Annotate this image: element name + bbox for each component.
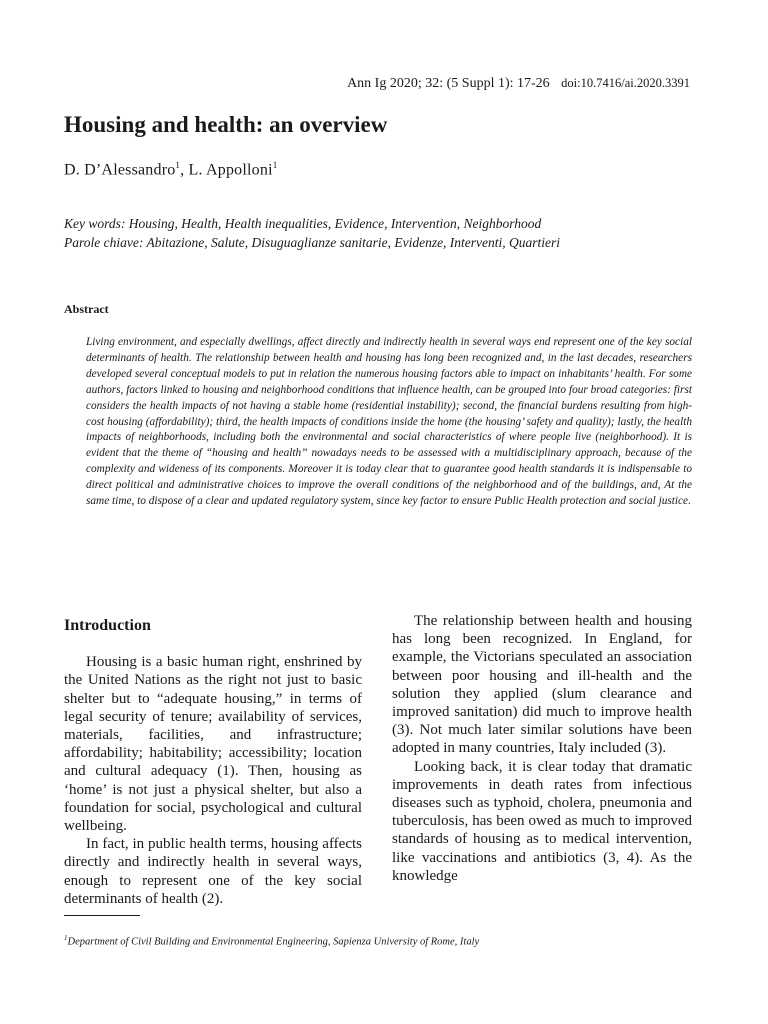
footnote-divider [64,915,140,916]
citation-text: Ann Ig 2020; 32: (5 Suppl 1): 17-26 [347,76,550,91]
journal-citation [347,76,690,92]
author-name: D. D’Alessandro [64,161,176,179]
keywords-block [64,214,560,252]
body-column-left [64,612,362,908]
abstract-text: Living environment, and especially dwellings, affect directly and indirectly health in several ways end represent one of the key social determinants of health. The relationship between health and housing has long been recognized and, in the last decades, researchers developed several conceptual models to put in relation the numerous housing factors able to impact on inhabitants’ health. For some authors, factors linked to housing and neighborhood conditions that influence health, can be grouped into four broad categories: first considers the health impacts of not having a stable home (residential instability); second, the financial burdens resulting from high-cost housing (affordability); third, the health impacts of conditions inside the home (the housing’ safety and quality); lastly, the health impacts of neighborhoods, including both the environmental and social characteristics of where people live (neighborhood). It is evident that the theme of “housing and health” nowadays needs to be assessed with a multidisciplinary approach, because of the complexity and wideness of its components. Moreover it is today clear that to guarantee good health standards it is indispensable to direct political and administrative choices to improve the overall conditions of the neighborhood and of the buildings, and, At the same time, to dispose of a clear and updated regulatory system, since key factor to ensure Public Health protection and social justice. [86,336,692,508]
body-paragraph: The relationship between health and housing has long been recognized. In England, for example, the Victorians speculated an association between poor housing and ill-health and the solution they applied (slum clearance and improved sanitation) did much to improve health (3). Not much later similar solutions have been adopted in many countries, Italy included (3). [392,613,692,757]
affiliation-marker: 1 [175,160,181,170]
body-paragraph: Housing is a basic human right, enshrined by the United Nations as the right not just to basic shelter but to “adequate housing,” in terms of legal security of tenure; availability of services, materials, facilities, and infrastructure; affordability; habitability; accessibility; location and cultural adequacy (1). Then, housing as ‘home’ is not just a physical shelter, but also a foundation for social, psychological and cultural wellbeing. [64,654,362,835]
affiliation-marker: 1 [272,160,278,170]
keywords-english: Key words: Housing, Health, Health inequalities, Evidence, Intervention, Neighborhood [64,216,542,231]
section-heading-introduction: Introduction [64,617,151,634]
body-paragraph: In fact, in public health terms, housing affects directly and indirectly health in several ways, enough to represent one of the key social determinants of health (2). [64,836,362,907]
author-separator: , [180,161,189,179]
body-column-right [392,612,692,885]
footnote-text: Department of Civil Building and Environmental Engineering, Sapienza University of Rome, Italy [67,936,480,948]
doi-text: doi:10.7416/ai.2020.3391 [561,76,690,90]
author-name: L. Appolloni [188,161,273,179]
author-list [64,160,277,179]
body-paragraph: Looking back, it is clear today that dramatic improvements in death rates from infectious diseases such as typhoid, cholera, pneumonia and tuberculosis, has been owed as much to improved standards of housing as to medical intervention, like vaccinations and antibiotics (3, 4). As the knowledge [392,758,692,884]
footnote [64,934,479,948]
footnote-marker: 1 [64,934,68,942]
abstract-heading: Abstract [64,302,109,316]
paper-title: Housing and health: an overview [64,112,388,137]
keywords-italian: Parole chiave: Abitazione, Salute, Disuguaglianze sanitarie, Evidenze, Interventi, Quartieri [64,235,561,250]
